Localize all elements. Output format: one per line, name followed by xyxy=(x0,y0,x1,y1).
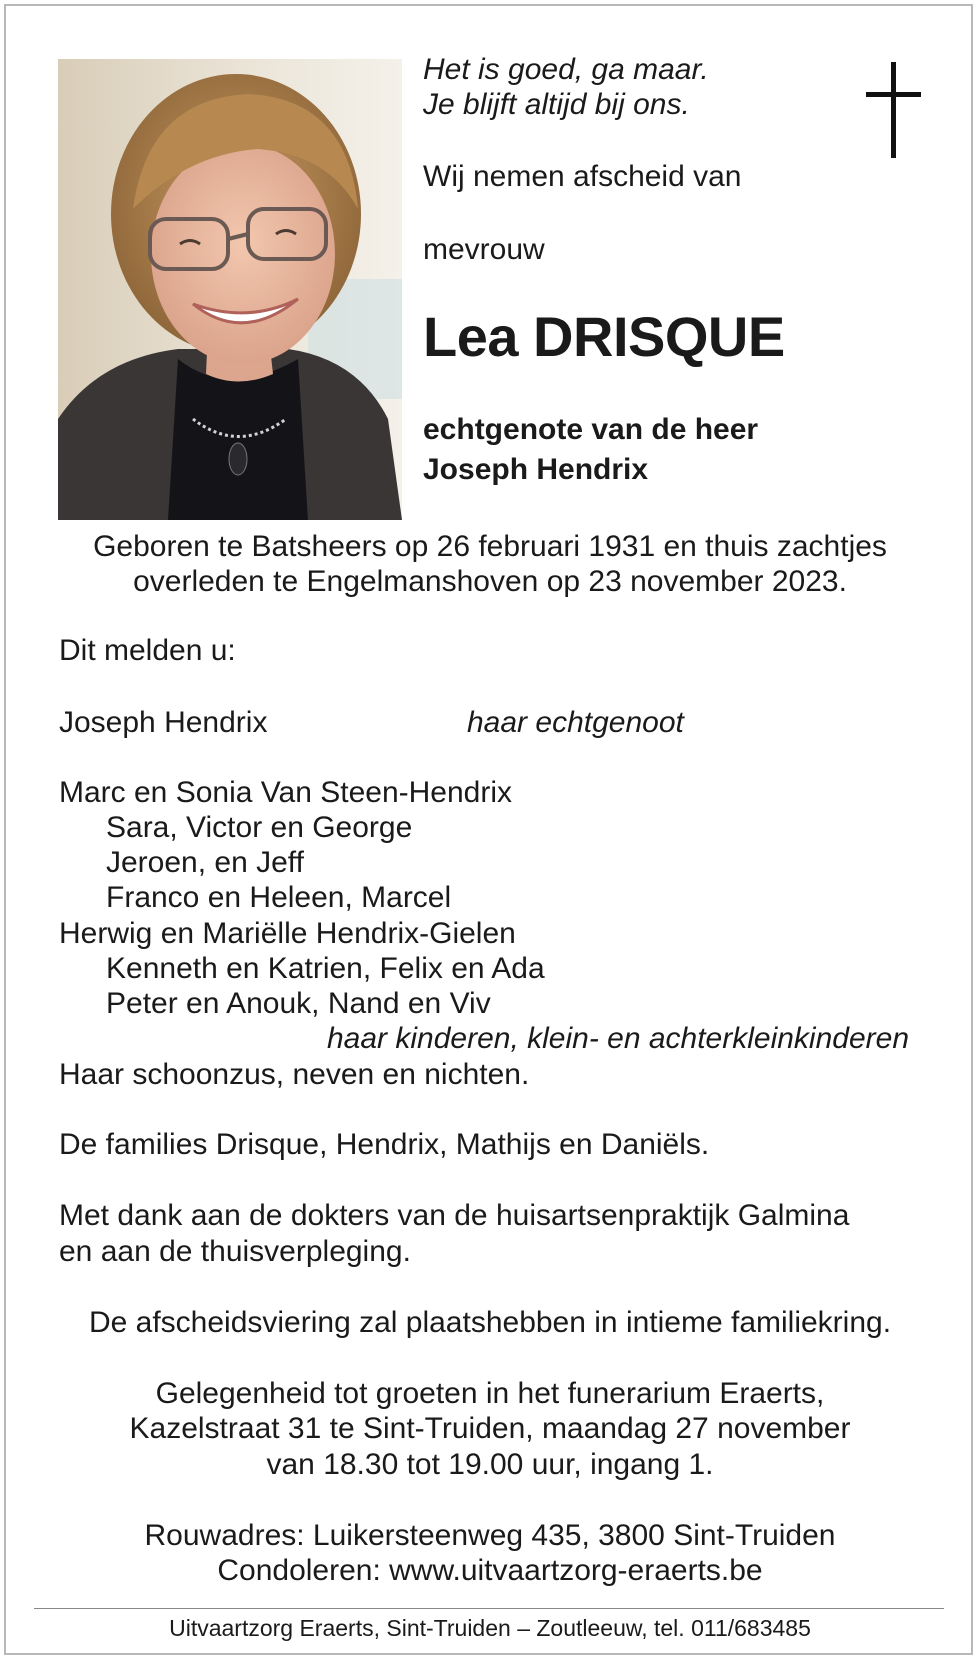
ceremony-text: De afscheidsviering zal plaatshebben in intieme familiekring. xyxy=(88,1306,892,1339)
children-relation: haar kinderen, klein- en achterkleinkinderen xyxy=(327,1022,910,1055)
visitation-line-2: Kazelstraat 31 te Sint-Truiden, maandag 27 november xyxy=(129,1412,851,1445)
in-laws-text: Haar schoonzus, neven en nichten. xyxy=(59,1058,530,1091)
condolences-text: Condoleren: www.uitvaartzorg-eraerts.be xyxy=(217,1554,763,1587)
birth-line-2: overleden te Engelmanshoven op 23 november 2023. xyxy=(133,565,847,598)
footer-divider xyxy=(34,1608,944,1609)
husband-name: Joseph Hendrix xyxy=(59,706,268,739)
announcers-intro: Dit melden u: xyxy=(59,634,236,667)
address-text: Rouwadres: Luikersteenweg 435, 3800 Sint-Truiden xyxy=(144,1519,836,1552)
cross-icon xyxy=(891,62,896,158)
verse-line-1: Het is goed, ga maar. xyxy=(423,53,709,86)
family-line: Marc en Sonia Van Steen-Hendrix xyxy=(59,776,513,809)
husband-relation: haar echtgenoot xyxy=(467,706,684,739)
family-line: Franco en Heleen, Marcel xyxy=(106,881,452,914)
spouse-line-1: echtgenote van de heer xyxy=(423,413,759,446)
deceased-name: Lea DRISQUE xyxy=(423,305,785,368)
thanks-line-2: en aan de thuisverpleging. xyxy=(59,1235,411,1268)
birth-line-1: Geboren te Batsheers op 26 februari 1931 en thuis zachtjes xyxy=(93,530,887,563)
family-line: Peter en Anouk, Nand en Viv xyxy=(106,987,491,1020)
verse-line-2: Je blijft altijd bij ons. xyxy=(423,88,690,121)
footer-text: Uitvaartzorg Eraerts, Sint-Truiden – Zoutleeuw, tel. 011/683485 xyxy=(169,1615,811,1641)
visitation-line-1: Gelegenheid tot groeten in het funerarium Eraerts, xyxy=(155,1377,825,1410)
portrait-photo xyxy=(58,59,402,520)
family-line: Sara, Victor en George xyxy=(106,811,413,844)
family-line: Herwig en Mariëlle Hendrix-Gielen xyxy=(59,917,516,950)
visitation-line-3: van 18.30 tot 19.00 uur, ingang 1. xyxy=(266,1448,714,1481)
title-text: mevrouw xyxy=(423,233,545,266)
portrait-illustration xyxy=(58,59,402,520)
families-text: De families Drisque, Hendrix, Mathijs en Daniëls. xyxy=(59,1128,710,1161)
thanks-line-1: Met dank aan de dokters van de huisartsenpraktijk Galmina xyxy=(59,1199,850,1232)
family-line: Kenneth en Katrien, Felix en Ada xyxy=(106,952,545,985)
cross-icon-bar xyxy=(866,92,921,97)
spouse-line-2: Joseph Hendrix xyxy=(423,453,649,486)
intro-text: Wij nemen afscheid van xyxy=(423,160,742,193)
family-line: Jeroen, en Jeff xyxy=(106,846,304,879)
